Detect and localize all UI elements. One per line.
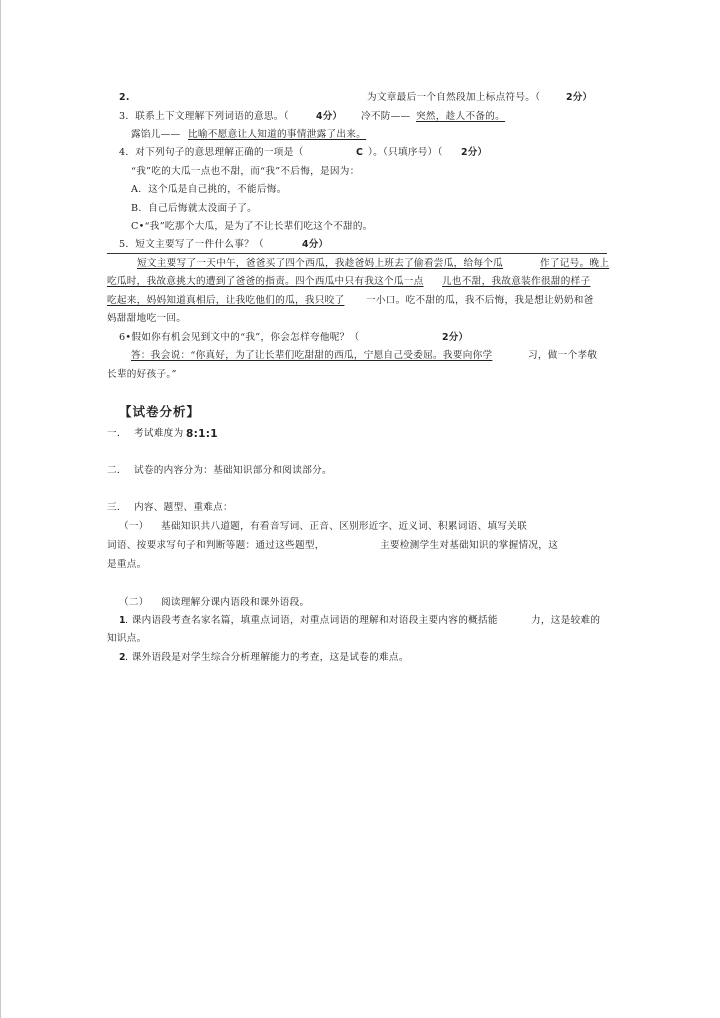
q5-score: 4分）: [302, 239, 329, 250]
q6-head: 6•假如你有机会见到文中的“我”，你会怎样夸他呢？（: [119, 332, 360, 343]
q4-score: 2分）: [461, 147, 488, 158]
q2-score: 2分）: [566, 92, 593, 103]
part-1-text-a: 基础知识共八道题，有看音写词、正音、区别形近字、近义词、积累词语、填写关联: [161, 521, 528, 532]
item-1-text-c: 知识点。: [107, 633, 147, 644]
q3-word2: 露馅儿——: [131, 129, 181, 140]
q6-score: 2分）: [442, 332, 469, 343]
section-1-text: 考试难度为: [134, 428, 184, 439]
item-1-text-a: . 课内语段考查名家名篇，填重点词语，对重点词语的理解和对语段主要内容的概括能: [125, 615, 498, 626]
q5-answer-3a: 吃起来，妈妈知道真相后，让我吃他们的瓜，我只咬了: [107, 295, 345, 306]
item-2-text: . 课外语段是对学生综合分析理解能力的考查，这是试卷的难点。: [125, 652, 409, 663]
section-2-label: 二．: [107, 465, 127, 476]
q3-head: 3．联系上下文理解下列词语的意思。（: [119, 111, 289, 122]
q6-answer-2: 长辈的好孩子。”: [107, 369, 177, 380]
q5-answer-3b: 一小口。吃不甜的瓜，我不后悔，我是想让奶奶和爸: [366, 295, 594, 306]
item-1-text-b: 力，这是较难的: [531, 615, 601, 626]
q2-number: 2.: [119, 92, 130, 103]
q5-answer-1a: 短文主要写了一天中午，爸爸买了四个西瓜，我趁爸妈上班去了偷看尝瓜，给每个瓜: [137, 258, 504, 269]
q4-head: 4．对下列句子的意思理解正确的一项是（: [119, 147, 304, 158]
part-1-label: （一）: [119, 521, 149, 532]
item-2-number: 2: [119, 652, 126, 663]
q3-word1: 冷不防——: [361, 111, 411, 122]
section-3-text: 内容、题型、重难点：: [134, 502, 233, 513]
part-1-text-b: 词语、按要求写句子和判断等题：通过这些题型，: [107, 540, 325, 551]
q4-option-b-text: B．自己后悔就太没面子了。: [131, 203, 258, 214]
q5-answer-2a: 吃瓜时，我故意挑大的遭到了爸爸的指责。四个西瓜中只有我这个瓜一点: [107, 276, 424, 287]
q5-answer-4: 妈甜甜地吃一回。: [107, 313, 187, 324]
q4-option-c-text: C•“我”吃那个大瓜，是为了不让长辈们吃这个不甜的。: [131, 221, 373, 232]
section-1-label: 一．: [107, 428, 127, 439]
section-1-ratio: 8:1:1: [186, 428, 218, 440]
q3-answer1: 突然，趁人不备的。: [416, 111, 506, 122]
q5-head: 5．短文主要写了一件什么事？（: [119, 239, 264, 250]
part-2-text: 阅读理解分课内语段和课外语段。: [161, 597, 310, 608]
part-2-label: （二）: [119, 597, 149, 608]
q4-answer: C: [356, 147, 364, 158]
q3-score: 4分）: [316, 111, 343, 122]
part-1-text-d: 是重点。: [107, 559, 147, 570]
analysis-title: 【试卷分析】: [119, 404, 201, 419]
part-1-text-c: 主要检测学生对基础知识的掌握情况，这: [380, 540, 559, 551]
q6-answer-1b: 习，做一个孝敬: [528, 350, 598, 361]
q3-answer2: 比喻不愿意让人知道的事情泄露了出来。: [188, 129, 367, 140]
q4-tail: ）。（只填序号）（: [368, 147, 443, 158]
item-1-number: 1: [119, 615, 126, 626]
q2-text: 为文章最后一个自然段加上标点符号。（: [367, 92, 541, 103]
q6-answer-1a: 答：我会说：“你真好，为了让长辈们吃甜甜的西瓜，宁愿自己受委屈。我要向你学: [131, 350, 493, 361]
section-3-label: 三．: [107, 502, 127, 513]
q5-answer-1b: 作了记号。晚上: [540, 258, 610, 269]
q4-option-a-text: A．这个瓜是自己挑的，不能后悔。: [131, 184, 287, 195]
section-2-text: 试卷的内容分为：基础知识部分和阅读部分。: [134, 465, 332, 476]
q5-answer-2b: 儿也不甜，我故意装作很甜的样子: [442, 276, 591, 287]
q4-quote: “我”吃的大瓜一点也不甜，而“我”不后悔，是因为：: [131, 166, 360, 177]
